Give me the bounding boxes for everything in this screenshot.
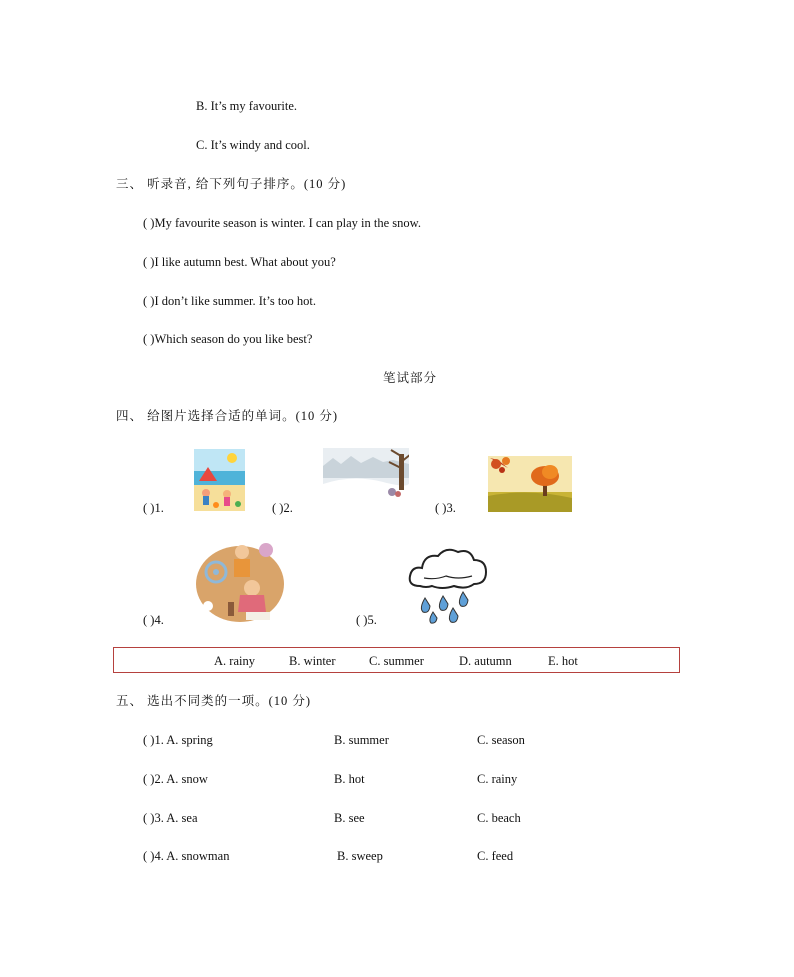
part4-heading: 四、 给图片选择合适的单词。(10 分) [116, 409, 339, 423]
hot-summer-picture [194, 540, 286, 624]
autumn-tree-picture [488, 456, 572, 512]
written-section-title: 笔试部分 [383, 371, 438, 385]
part5-row-2-a: ( )2. A. snow [143, 772, 208, 786]
part5-row-3-c: C. beach [477, 811, 521, 825]
rain-cloud-picture [406, 546, 488, 624]
word-option-d: D. autumn [459, 654, 512, 668]
part3-item-4: ( )Which season do you like best? [143, 332, 313, 346]
part4-item-3: ( )3. [435, 501, 456, 515]
part5-row-3-a: ( )3. A. sea [143, 811, 198, 825]
part4-item-2: ( )2. [272, 501, 293, 515]
part5-row-1-a: ( )1. A. spring [143, 733, 213, 747]
part5-row-4-a: ( )4. A. snowman [143, 849, 230, 863]
part4-item-5: ( )5. [356, 613, 377, 627]
winter-snow-picture [323, 448, 409, 504]
part4-item-1: ( )1. [143, 501, 164, 515]
part5-row-1-c: C. season [477, 733, 525, 747]
word-option-e: E. hot [548, 654, 578, 668]
word-option-c: C. summer [369, 654, 424, 668]
part3-item-2: ( )I like autumn best. What about you? [143, 255, 336, 269]
part5-row-2-c: C. rainy [477, 772, 518, 786]
word-bank-box [113, 647, 680, 673]
part5-row-1-b: B. summer [334, 733, 389, 747]
part3-item-3: ( )I don’t like summer. It’s too hot. [143, 294, 317, 308]
word-option-b: B. winter [289, 654, 336, 668]
part5-row-4-c: C. feed [477, 849, 514, 863]
part5-heading: 五、 选出不同类的一项。(10 分) [116, 694, 312, 708]
part5-row-4-b: B. sweep [337, 849, 383, 863]
beach-picture [194, 449, 245, 511]
part4-item-4: ( )4. [143, 613, 164, 627]
part3-heading: 三、 听录音, 给下列句子排序。(10 分) [116, 177, 347, 191]
option-c: C. It’s windy and cool. [196, 138, 310, 152]
part5-row-2-b: B. hot [334, 772, 365, 786]
part5-row-3-b: B. see [334, 811, 365, 825]
part3-item-1: ( )My favourite season is winter. I can play in the snow. [143, 216, 421, 230]
option-b: B. It’s my favourite. [196, 99, 298, 113]
word-option-a: A. rainy [214, 654, 255, 668]
